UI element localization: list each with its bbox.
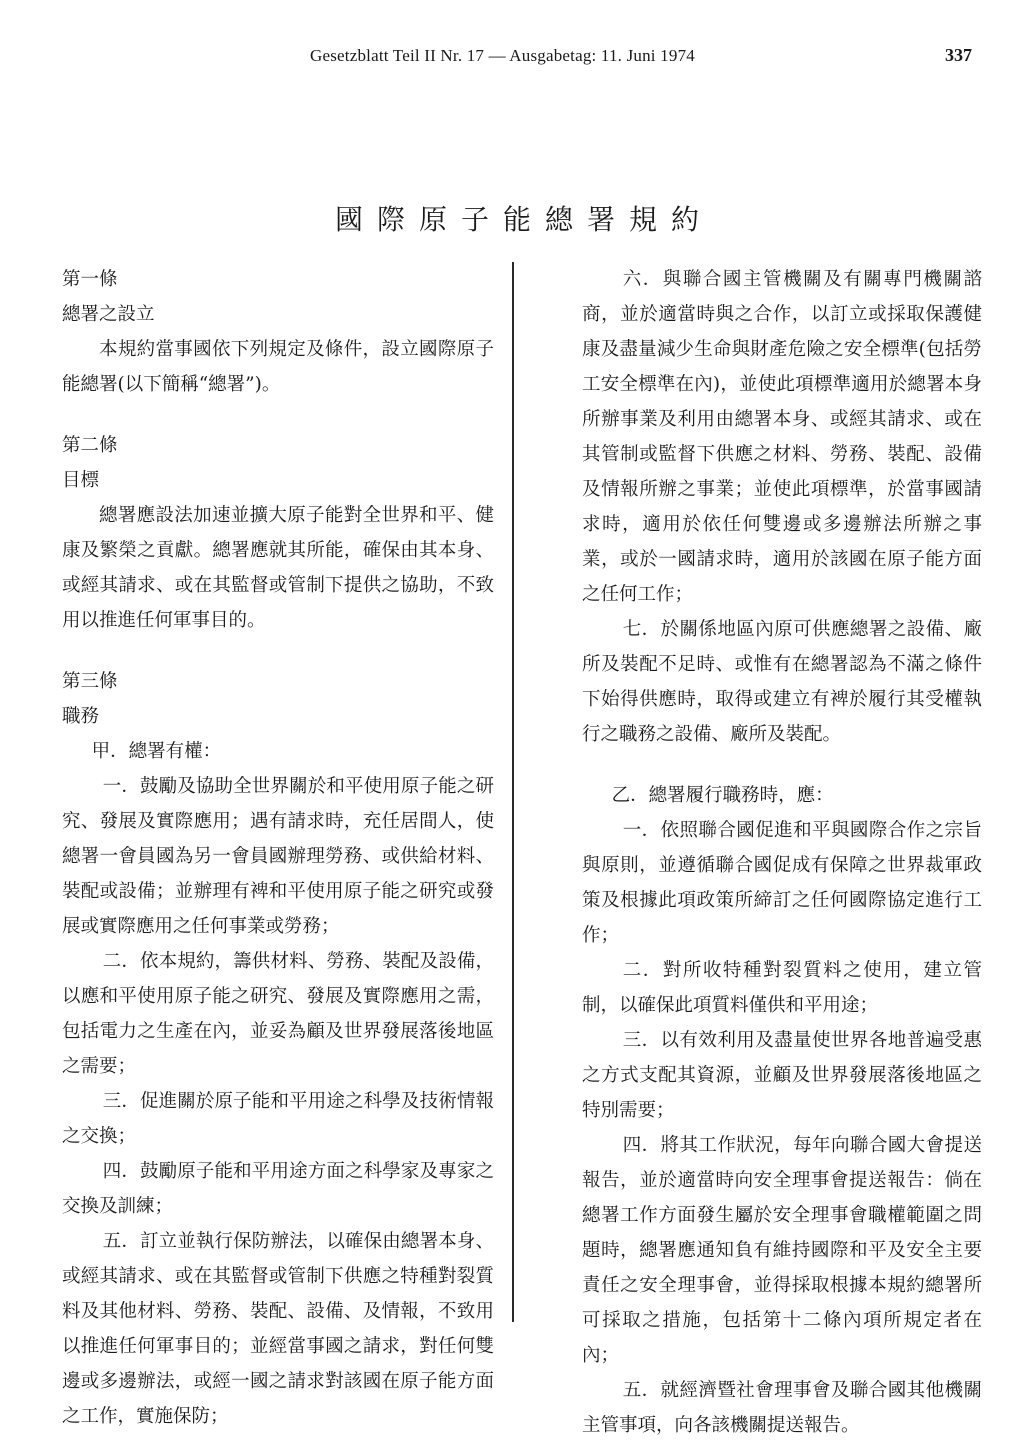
article-3-heading: 職務	[62, 706, 100, 727]
journal-line: Gesetzblatt Teil II Nr. 17 — Ausgabetag: 11. Juni 1974	[310, 46, 695, 65]
running-header	[0, 40, 1024, 70]
article-1-title: 第一條	[62, 269, 118, 290]
article-3-sub-b: 乙．總署履行職務時，應：	[611, 785, 834, 806]
list-item: 一．鼓勵及協助全世界關於和平使用原子能之研究、發展及實際應用；遇有請求時，充任居間人，使總署一會員國為另一會員國辦理勞務、或供給材料、裝配或設備；並辦理有裨和平使用原子能之研究或發展或實際應用之任何事業或勞務；	[62, 776, 494, 937]
left-column	[62, 262, 494, 1434]
article-3-sub-a: 甲．總署有權：	[91, 741, 222, 762]
article-1-heading: 總署之設立	[62, 304, 155, 325]
list-item: 五．訂立並執行保防辦法，以確保由總署本身、或經其請求、或在其監督或管制下供應之特種對裂質料及其他材料、勞務、裝配、設備、及情報，不致用以推進任何軍事目的；並經當事國之請求，對任何雙邊或多邊辦法，或經一國之請求對該國在原子能方面之工作，實施保防；	[62, 1231, 494, 1427]
list-item: 六．與聯合國主管機關及有關專門機關諮商，並於適當時與之合作，以訂立或採取保護健康及盡量減少生命與財產危險之安全標準(包括勞工安全標準在內)，並使此項標準適用於總署本身所辦事業及利用由總署本身、或經其請求、或在其管制或監督下供應之材料、勞務、裝配、設備及情報所辦之事業；並使此項標準，於當事國請求時，適用於依任何雙邊或多邊辦法所辦之事業，或於一國請求時，適用於該國在原子能方面之任何工作；	[582, 269, 982, 605]
right-column	[582, 262, 982, 1443]
page-number: 337	[945, 45, 972, 65]
article-3-title: 第三條	[62, 671, 118, 692]
list-item: 四．鼓勵原子能和平用途方面之科學家及專家之交換及訓練；	[62, 1161, 494, 1217]
article-2-text: 總署應設法加速並擴大原子能對全世界和平、健康及繁榮之貢獻。總署應就其所能，確保由其本身、或經其請求、或在其監督或管制下提供之協助，不致用以推進任何軍事目的。	[62, 505, 494, 631]
list-item: 三．促進關於原子能和平用途之科學及技術情報之交換；	[62, 1091, 494, 1147]
list-item: 二．對所收特種對裂質料之使用，建立管制，以確保此項質料僅供和平用途；	[582, 960, 982, 1016]
list-item: 三．以有效利用及盡量使世界各地普遍受惠之方式支配其資源，並顧及世界發展落後地區之特別需要；	[582, 1030, 982, 1121]
article-2-title: 第二條	[62, 435, 118, 456]
list-item: 四．將其工作狀況，每年向聯合國大會提送報告，並於適當時向安全理事會提送報告：倘在總署工作方面發生屬於安全理事會職權範圍之問題時，總署應通知負有維持國際和平及安全主要責任之安全理事會，並得採取根據本規約總署所可採取之措施，包括第十二條內項所規定者在內；	[582, 1135, 982, 1366]
column-divider	[512, 262, 514, 1322]
list-item: 二．依本規約，籌供材料、勞務、裝配及設備，以應和平使用原子能之研究、發展及實際應用之需，包括電力之生產在內，並妥為顧及世界發展落後地區之需要；	[62, 951, 494, 1077]
document-title: 國際原子能總署規約	[334, 203, 713, 236]
list-item: 一．依照聯合國促進和平與國際合作之宗旨與原則，並遵循聯合國促成有保障之世界裁軍政策及根據此項政策所締訂之任何國際協定進行工作；	[582, 820, 982, 946]
list-item: 五．就經濟暨社會理事會及聯合國其他機關主管事項，向各該機關提送報告。	[582, 1380, 982, 1436]
list-item: 七．於關係地區內原可供應總署之設備、廠所及裝配不足時、或惟有在總署認為不滿之條件下始得供應時，取得或建立有裨於履行其受權執行之職務之設備、廠所及裝配。	[582, 619, 982, 745]
article-1-text: 本規約當事國依下列規定及條件，設立國際原子能總署(以下簡稱“總署”)。	[62, 339, 494, 395]
article-2-heading: 目標	[62, 470, 100, 491]
